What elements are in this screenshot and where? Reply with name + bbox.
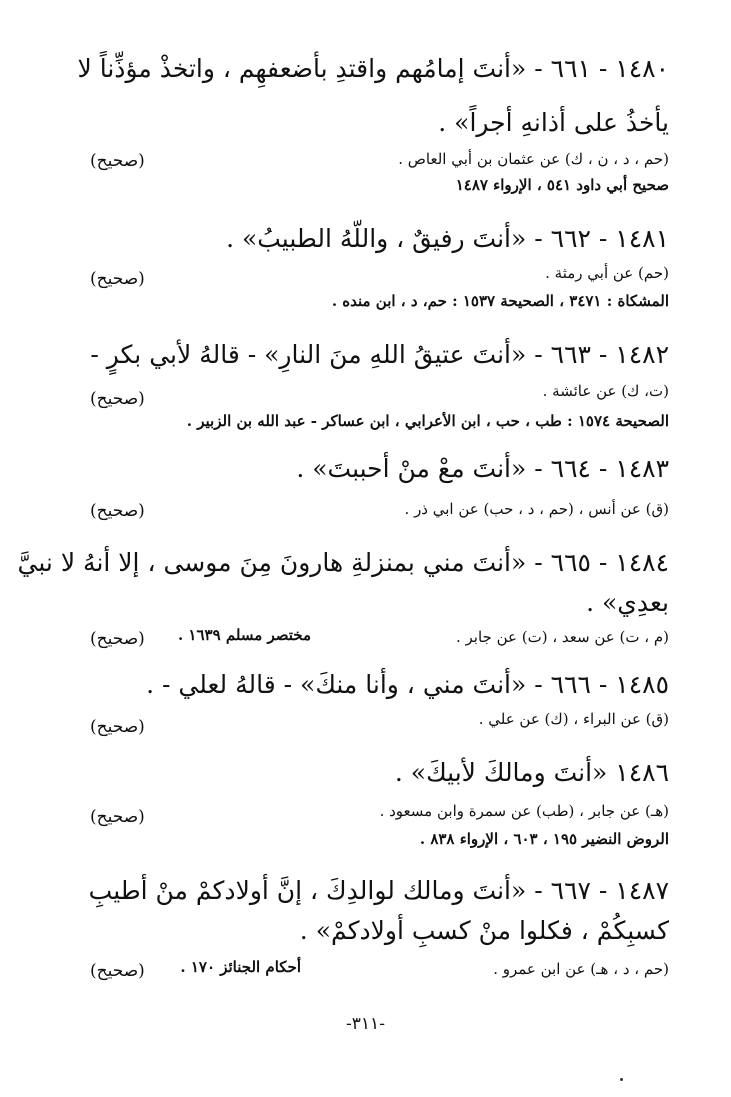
grade-label: (صحيح) bbox=[90, 501, 145, 521]
hadith-1487-text: ١٤٨٧ - ٦٦٧ - «أنتَ ومالك لوالدِكَ ، إنَّ أولادكمْ منْ أطيبِ bbox=[88, 876, 669, 905]
source-1485: (ق) عن البراء ، (ك) عن علي . bbox=[478, 710, 669, 728]
hadith-1486-text: ١٤٨٦ «أنتَ ومالكَ لأبيكَ» . bbox=[394, 758, 669, 787]
grade-label: (صحيح) bbox=[90, 269, 145, 289]
hadith-1480-text: ١٤٨٠ - ٦٦١ - «أنتَ إمامُهم واقتدِ بأضعفهِم ، واتخذْ مؤذِّناً لا bbox=[77, 54, 669, 83]
source-1480: (حم ، د ، ن ، ك) عن عثمان بن أبي العاص . bbox=[398, 150, 669, 168]
source-1482: (ت، ك) عن عائشة . bbox=[542, 382, 669, 400]
source-1484: (م ، ت) عن سعد ، (ت) عن جابر . bbox=[455, 628, 669, 646]
grade-label: (صحيح) bbox=[90, 717, 145, 737]
refs-1482: الصحيحة ١٥٧٤ : طب ، حب ، ابن الأعرابي ، ابن عساكر - عبد الله بن الزبير . bbox=[186, 412, 669, 430]
refs-1487: أحكام الجنائز ١٧٠ . bbox=[180, 958, 301, 976]
grade-label: (صحيح) bbox=[90, 389, 145, 409]
source-1483: (ق) عن أنس ، (حم ، د ، حب) عن ابي ذر . bbox=[404, 500, 669, 518]
refs-1481: المشكاة : ٣٤٧١ ، الصحيحة ١٥٣٧ : حم، د ، ابن منده . bbox=[331, 292, 669, 310]
hadith-1482-text: ١٤٨٢ - ٦٦٣ - «أنتَ عتيقُ اللهِ منَ النارِ» - قالهُ لأبي بكرٍ - bbox=[90, 340, 669, 369]
hadith-1483-text: ١٤٨٣ - ٦٦٤ - «أنتَ معْ منْ أحببتَ» . bbox=[296, 454, 669, 483]
page-number: -٣١١- bbox=[346, 1014, 385, 1034]
hadith-1485-text: ١٤٨٥ - ٦٦٦ - «أنتَ مني ، وأنا منكَ» - قالهُ لعلي - . bbox=[146, 670, 669, 699]
hadith-1484-continuation: بعدِي» . bbox=[586, 588, 669, 617]
grade-1485 bbox=[86, 716, 204, 738]
hadith-1480-continuation: يأخذُ على أذانهِ أجراً» . bbox=[438, 108, 669, 137]
source-1481: (حم) عن أبي رمثة . bbox=[545, 264, 669, 282]
hadith-1487-continuation: كسبِكُمْ ، فكلوا منْ كسبِ أولادكمْ» . bbox=[299, 916, 669, 945]
hadith-1481-text: ١٤٨١ - ٦٦٢ - «أنتَ رفيقٌ ، واللّهُ الطبيبُ» . bbox=[226, 224, 669, 253]
refs-1484: مختصر مسلم ١٦٣٩ . bbox=[177, 626, 311, 644]
grade-label: (صحيح) bbox=[90, 807, 145, 827]
grade-label: (صحيح) bbox=[90, 151, 145, 171]
refs-1486: الروض النضير ١٩٥ ، ٦٠٣ ، الإرواء ٨٣٨ . bbox=[419, 830, 669, 848]
hadith-1484-text: ١٤٨٤ - ٦٦٥ - «أنتَ مني بمنزلةِ هارونَ مِنَ موسى ، إلا أنهُ لا نبيَّ bbox=[17, 548, 669, 577]
grade-1481 bbox=[86, 268, 204, 290]
grade-1480 bbox=[86, 150, 204, 172]
source-1486: (هـ) عن جابر ، (طب) عن سمرة وابن مسعود . bbox=[379, 802, 669, 820]
grade-1483 bbox=[86, 500, 204, 522]
grade-1482 bbox=[86, 388, 204, 410]
scan-speck bbox=[620, 1078, 623, 1081]
grade-label: (صحيح) bbox=[90, 961, 145, 981]
refs-1480: صحيح أبي داود ٥٤١ ، الإرواء ١٤٨٧ bbox=[455, 176, 669, 194]
grade-1486 bbox=[86, 806, 204, 828]
grade-label: (صحيح) bbox=[90, 629, 145, 649]
source-1487: (حم ، د ، هـ) عن ابن عمرو . bbox=[493, 960, 669, 978]
